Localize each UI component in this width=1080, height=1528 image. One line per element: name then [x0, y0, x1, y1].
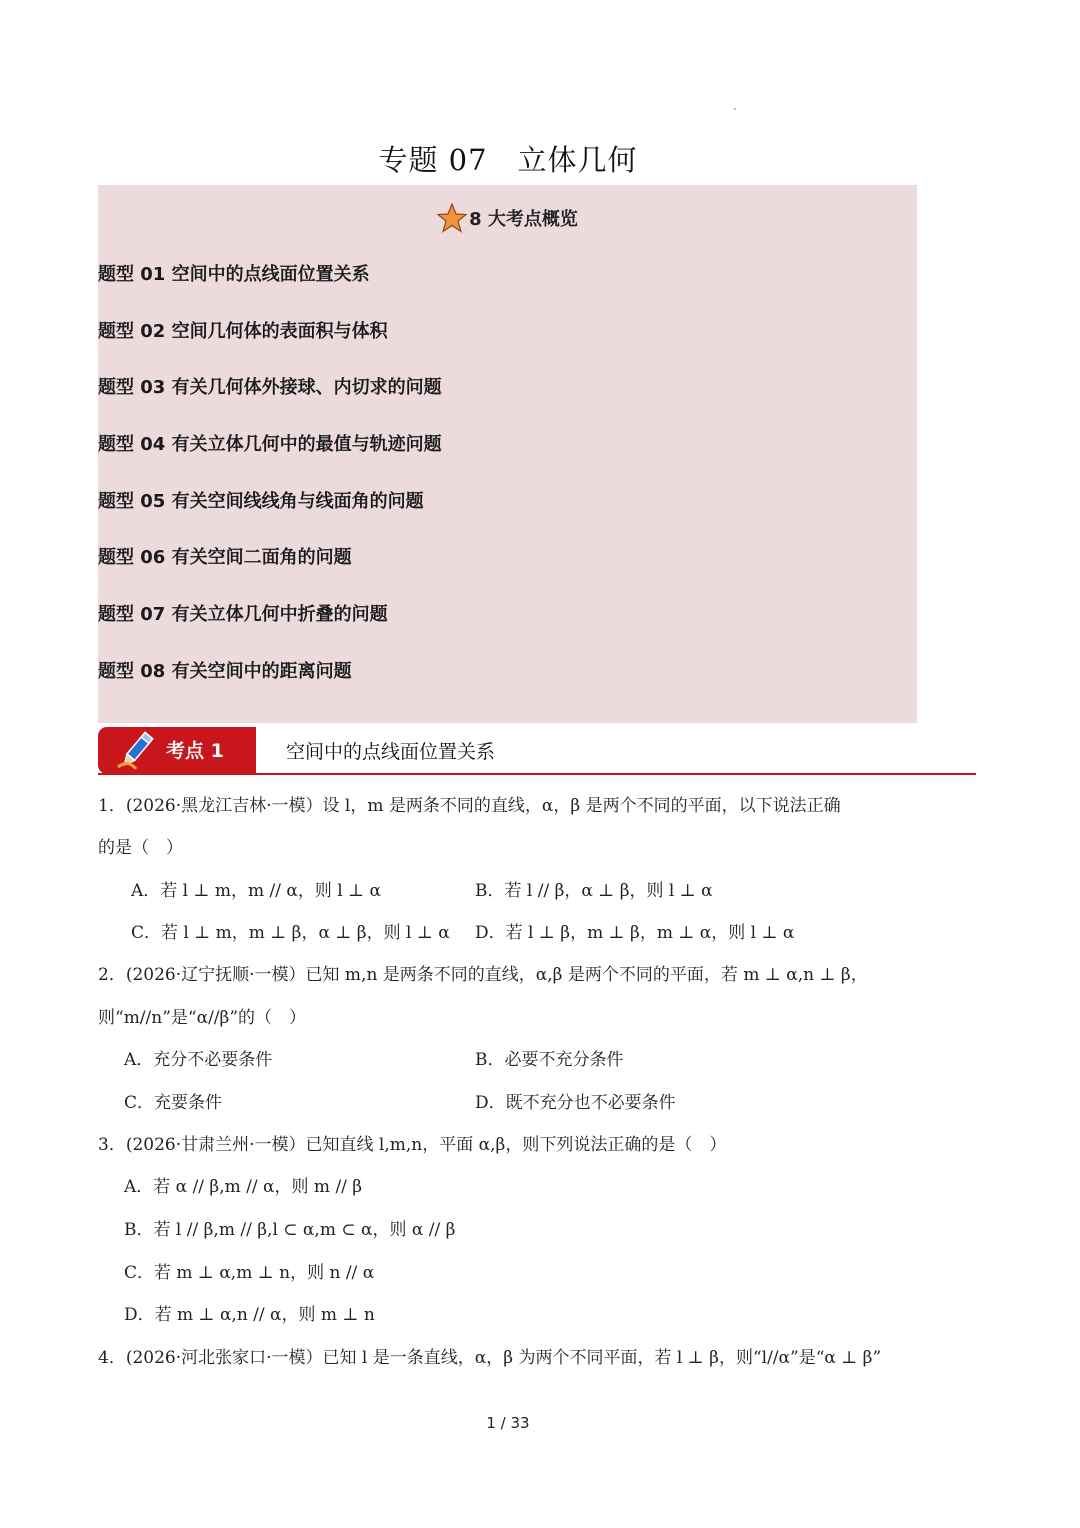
- question-3-option-d[interactable]: D．若 m ⊥ α,n // α，则 m ⊥ n: [124, 1305, 375, 1325]
- question-2-option-b[interactable]: B．必要不充分条件: [475, 1050, 624, 1070]
- question-1-option-b[interactable]: B．若 l // β，α ⊥ β，则 l ⊥ α: [475, 881, 713, 901]
- question-3-option-a[interactable]: A．若 α // β,m // α，则 m // β: [124, 1177, 363, 1197]
- question-2-option-c[interactable]: C．充要条件: [124, 1093, 223, 1113]
- type-item-04[interactable]: 题型 04 有关立体几何中的最值与轨迹问题: [98, 434, 442, 455]
- section-badge: [98, 727, 256, 774]
- question-2-option-a[interactable]: A．充分不必要条件: [124, 1050, 273, 1070]
- type-item-07[interactable]: 题型 07 有关立体几何中折叠的问题: [98, 604, 388, 625]
- question-3-option-b[interactable]: B．若 l // β,m // β,l ⊂ α,m ⊂ α，则 α // β: [124, 1220, 456, 1240]
- overview-header: [98, 203, 917, 233]
- question-3-option-c[interactable]: C．若 m ⊥ α,m ⊥ n，则 n // α: [124, 1263, 375, 1283]
- section-banner: [98, 727, 976, 777]
- question-1-option-a[interactable]: A．若 l ⊥ m，m // α，则 l ⊥ α: [131, 881, 382, 901]
- overview-header-text: 8 大考点概览: [469, 209, 578, 230]
- type-item-06[interactable]: 题型 06 有关空间二面角的问题: [98, 547, 352, 568]
- question-2-option-d[interactable]: D．既不充分也不必要条件: [475, 1093, 676, 1113]
- overview-box: [98, 185, 917, 723]
- scan-dot: [734, 108, 736, 110]
- question-1-option-d[interactable]: D．若 l ⊥ β，m ⊥ β，m ⊥ α，则 l ⊥ α: [475, 923, 795, 943]
- question-2-line-1: 2．(2026·辽宁抚顺·一模）已知 m,n 是两条不同的直线，α,β 是两个不同的平面，若 m ⊥ α,n ⊥ β，: [98, 965, 868, 985]
- question-1-line-1: 1．(2026·黑龙江吉林·一模）设 l，m 是两条不同的直线，α，β 是两个不同的平面，以下说法正确: [98, 796, 841, 816]
- section-divider: [98, 773, 976, 775]
- star-icon: [437, 203, 467, 233]
- type-item-05[interactable]: 题型 05 有关空间线线角与线面角的问题: [98, 491, 424, 512]
- question-4-line-1: 4．(2026·河北张家口·一模）已知 l 是一条直线，α，β 为两个不同平面，若 l ⊥ β，则“l//α”是“α ⊥ β”: [98, 1348, 882, 1368]
- page-number: 1 / 33: [486, 1414, 530, 1432]
- section-badge-label: 考点 1: [166, 740, 224, 762]
- type-item-02[interactable]: 题型 02 空间几何体的表面积与体积: [98, 321, 388, 342]
- question-3-line-1: 3．(2026·甘肃兰州·一模）已知直线 l,m,n，平面 α,β，则下列说法正确的是（ ）: [98, 1135, 727, 1155]
- type-item-01[interactable]: 题型 01 空间中的点线面位置关系: [98, 264, 370, 285]
- section-title: 空间中的点线面位置关系: [286, 741, 496, 763]
- type-item-08[interactable]: 题型 08 有关空间中的距离问题: [98, 661, 352, 682]
- page-title: 专题 07 立体几何: [378, 143, 638, 177]
- pencil-icon: [114, 729, 158, 773]
- question-1-line-2: 的是（ ）: [98, 838, 183, 858]
- type-item-03[interactable]: 题型 03 有关几何体外接球、内切求的问题: [98, 377, 442, 398]
- question-1-option-c[interactable]: C．若 l ⊥ m，m ⊥ β，α ⊥ β，则 l ⊥ α: [131, 923, 450, 943]
- question-2-line-2: 则“m//n”是“α//β”的（ ）: [98, 1008, 307, 1028]
